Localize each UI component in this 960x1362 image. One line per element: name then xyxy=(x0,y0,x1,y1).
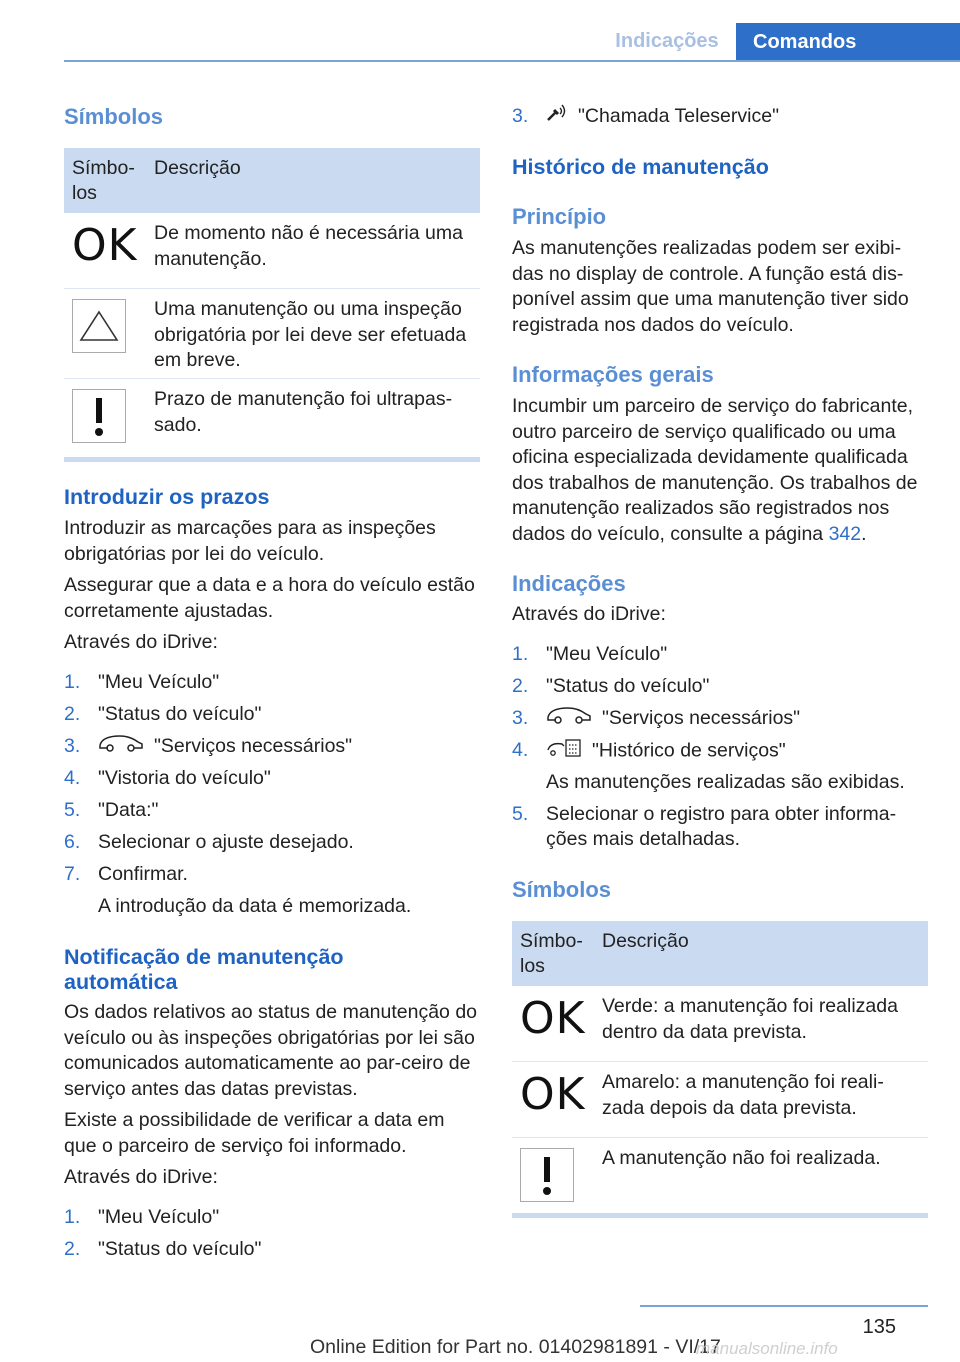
list-item: 2. "Status do veículo" xyxy=(64,1238,262,1260)
ok-green-icon: OK xyxy=(520,993,586,1044)
table-row xyxy=(64,379,480,457)
table-row xyxy=(64,213,480,289)
header-divider xyxy=(64,60,960,62)
car-service-icon xyxy=(546,706,592,731)
list-item: 5. Selecionar o registro para obter informa-ções mais detalhadas. xyxy=(512,803,897,850)
symbols-heading: Símbolos xyxy=(64,104,164,129)
list-item: 4. "Histórico de serviços" xyxy=(512,738,928,770)
list-item-note: As manutenções realizadas são exibidas. xyxy=(546,771,905,793)
symbols-heading: Símbolos xyxy=(512,877,612,902)
page-reference-link[interactable]: 342 xyxy=(828,522,862,545)
symbols-table xyxy=(512,921,928,1218)
principle-paragraph: As manutenções realizadas podem ser exibi-das no display de controle. A função está dis-ponível assim que uma manutenção tiver sido registrada nos dados do veículo. xyxy=(512,237,909,336)
symbols-table xyxy=(64,148,480,462)
edition-note: Online Edition for Part no. 01402981891 - VI/17 xyxy=(310,1336,721,1358)
teleservice-step xyxy=(512,104,928,136)
list-item: 7. Confirmar. xyxy=(64,863,188,885)
notification-paragraph-1: Os dados relativos ao status de manutenção do veículo ou às inspeções obrigatórias por lei são comunicados automaticamente ao par-ceiro de serviço antes das datas previstas. xyxy=(64,1001,478,1100)
principle-heading: Princípio xyxy=(512,204,607,229)
page-number: 135 xyxy=(862,1316,896,1338)
list-item: 3. "Chamada Teleservice" xyxy=(512,104,928,136)
list-item: 4. "Vistoria do veículo" xyxy=(64,767,271,789)
exclamation-icon xyxy=(72,389,126,443)
row-description: Amarelo: a manutenção foi reali-zada depois da data prevista. xyxy=(602,1071,884,1119)
col-header-symbol: Símbo-los xyxy=(520,930,583,977)
general-info-heading: Informações gerais xyxy=(512,362,714,387)
row-description: Verde: a manutenção foi realizada dentro da data prevista. xyxy=(602,995,898,1043)
intro-paragraph-3: Através do iDrive: xyxy=(64,631,218,653)
notification-paragraph-3: Através do iDrive: xyxy=(64,1166,218,1188)
table-row xyxy=(512,986,928,1062)
list-item: 3. "Serviços necessários" xyxy=(512,706,928,738)
list-item: 2. "Status do veículo" xyxy=(64,703,262,725)
table-bottom-border xyxy=(64,457,480,462)
col-header-symbol: Símbo-los xyxy=(72,157,135,204)
table-header xyxy=(64,148,480,213)
page-header xyxy=(0,0,960,62)
table-row xyxy=(64,289,480,379)
tab-indicacoes[interactable]: Indicações xyxy=(615,30,719,52)
car-service-icon xyxy=(98,734,144,759)
watermark: manualsonline.info xyxy=(696,1339,838,1358)
table-row xyxy=(512,1138,928,1213)
notification-heading-line-2: automática xyxy=(64,970,178,994)
list-item: 6. Selecionar o ajuste desejado. xyxy=(64,831,354,853)
list-item: 1. "Meu Veículo" xyxy=(64,671,220,693)
list-item: 1. "Meu Veículo" xyxy=(512,643,668,665)
footer-divider xyxy=(640,1305,928,1307)
col-header-description: Descrição xyxy=(602,930,689,952)
notification-heading-line-1: Notificação de manutenção xyxy=(64,945,344,969)
list-item: 1. "Meu Veículo" xyxy=(64,1206,220,1228)
list-item: 5. "Data:" xyxy=(64,799,159,821)
notification-steps-list xyxy=(64,1205,480,1269)
table-row xyxy=(512,1062,928,1138)
ok-icon: OK xyxy=(72,220,138,271)
intro-heading: Introduzir os prazos xyxy=(64,485,270,509)
list-item: 3. "Serviços necessários" xyxy=(64,734,480,766)
col-header-description: Descrição xyxy=(154,157,241,179)
notification-paragraph-2: Existe a possibilidade de verificar a data em que o parceiro de serviço foi informado. xyxy=(64,1109,445,1157)
ok-yellow-icon: OK xyxy=(520,1069,586,1120)
row-description: De momento não é necessária uma manutenção. xyxy=(154,222,463,270)
list-item: 2. "Status do veículo" xyxy=(512,675,710,697)
history-heading: Histórico de manutenção xyxy=(512,155,769,179)
tab-comandos[interactable]: Comandos xyxy=(736,23,960,62)
intro-steps-list xyxy=(64,670,480,926)
indications-heading: Indicações xyxy=(512,571,626,596)
service-history-icon xyxy=(546,738,582,765)
general-info-paragraph: Incumbir um parceiro de serviço do fabricante, outro parceiro de serviço qualificado ou uma oficina especializada devidamente qualificada dos trabalhos de manutenção. Os trabalhos de manutenção realizados são registrados nos dados do veículo, consulte a página 342. xyxy=(512,395,918,545)
row-description: Prazo de manutenção foi ultrapas-sado. xyxy=(154,388,453,436)
table-header xyxy=(512,921,928,986)
indications-paragraph: Através do iDrive: xyxy=(512,603,666,625)
table-bottom-border xyxy=(512,1213,928,1218)
list-item-note: A introdução da data é memorizada. xyxy=(98,895,412,917)
intro-paragraph-1: Introduzir as marcações para as inspeções obrigatórias por lei do veículo. xyxy=(64,517,436,565)
indications-steps-list xyxy=(512,642,928,862)
wrench-signal-icon xyxy=(546,104,568,129)
warning-triangle-icon xyxy=(72,299,126,353)
row-description: A manutenção não foi realizada. xyxy=(602,1147,881,1169)
intro-paragraph-2: Assegurar que a data e a hora do veículo estão corretamente ajustadas. xyxy=(64,574,475,622)
exclamation-icon xyxy=(520,1148,574,1202)
row-description: Uma manutenção ou uma inspeção obrigatória por lei deve ser efetuada em breve. xyxy=(154,298,467,371)
